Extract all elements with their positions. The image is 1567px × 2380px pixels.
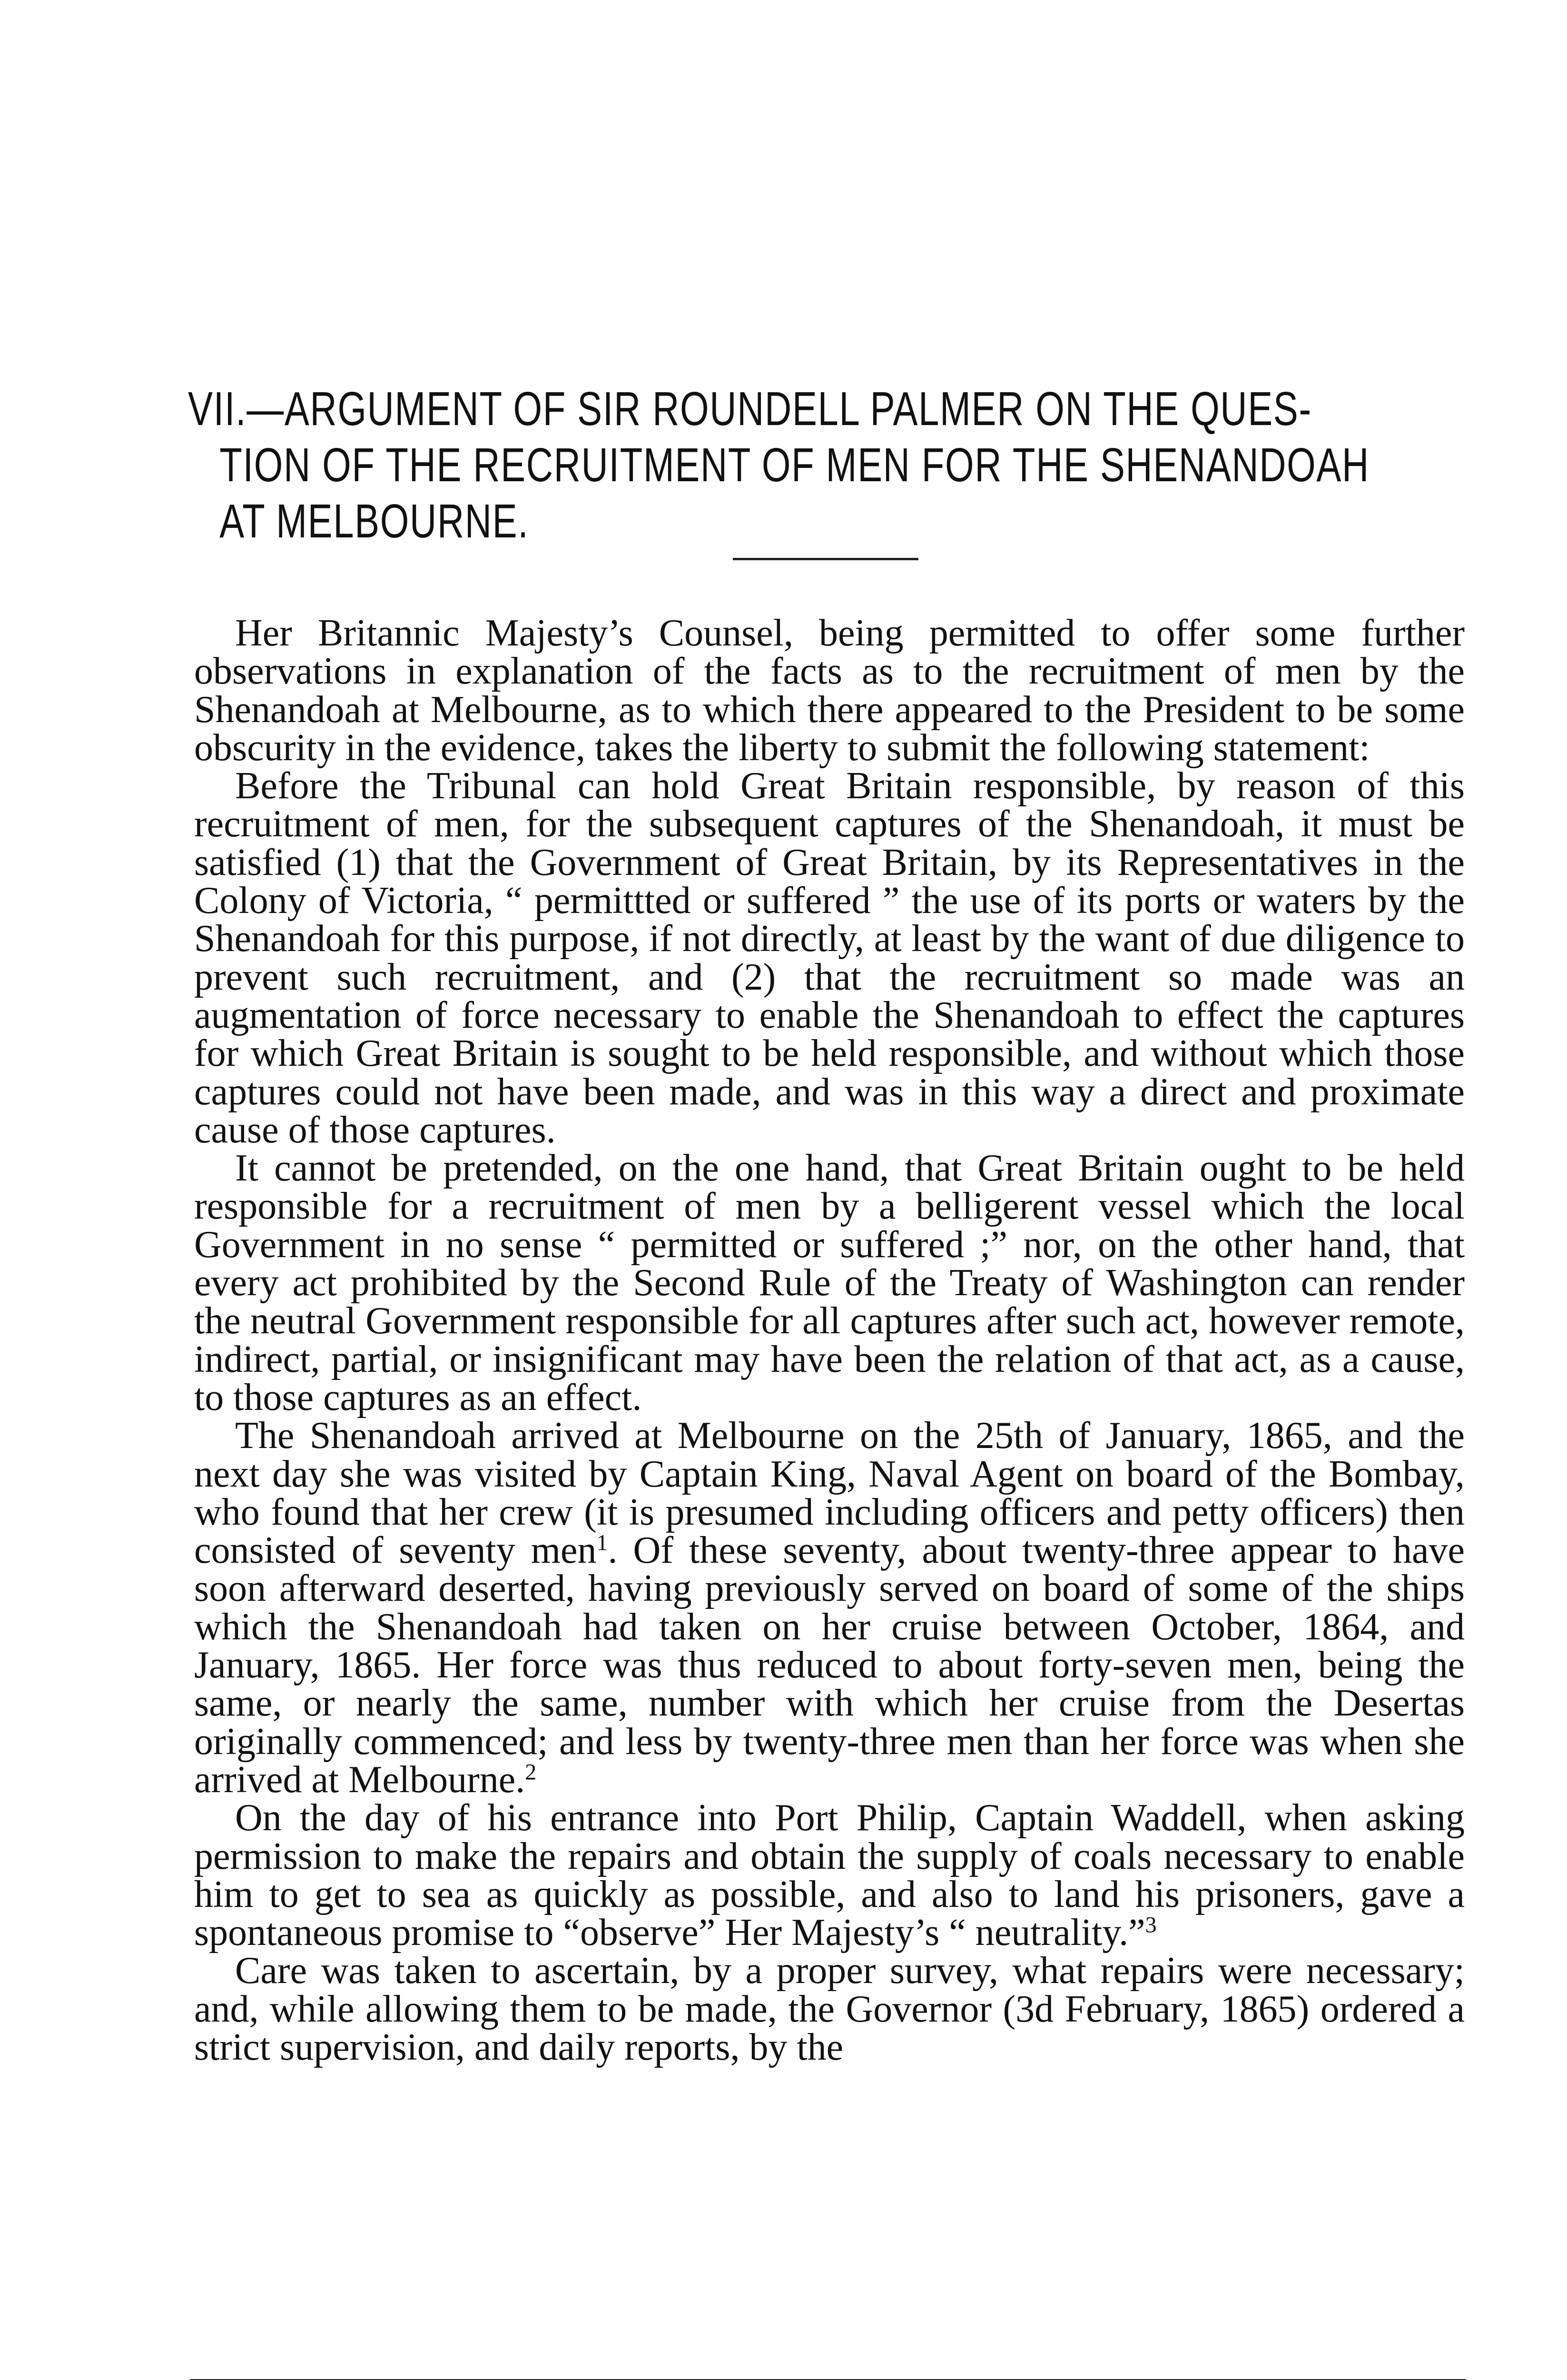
chapter-title-line-3: AT MELBOURNE. <box>219 495 529 548</box>
paragraph-4 <box>194 1417 1465 1799</box>
footnote-ref-3: 3 <box>1145 1912 1157 1938</box>
paragraph-4-text-b: . Of these seventy, about twenty-three appear to have soon afterward deserted, having previously served on board of some of the ships which the Shenandoah had taken on her cruise between October, 1864, and January, 1865. Her force was thus reduced to about forty-seven men, being the same, or nearly the same, number with which her cruise from the Desertas originally commenced; and less by twenty-three men than her force was when she arrived at Melbourne. <box>194 1529 1465 1801</box>
paragraph-4-text-a: The Shenandoah arrived at Melbourne on the 25th of January, 1865, and the next day she was visited by Captain King, Naval Agent on board of the Bombay, who found that her crew (it is presumed including officers and petty officers) then consisted of seventy men <box>194 1415 1465 1572</box>
footnote-ref-2: 2 <box>525 1759 537 1785</box>
paragraph-5-text: On the day of his entrance into Port Philip, Captain Waddell, when asking permission to make the repairs and obtain the supply of coals necessary to enable him to get to sea as quickly as possible, and also to land his prisoners, gave a spontaneous promise to “observe” Her Majesty’s “ neutrality.” <box>194 1797 1465 1954</box>
title-divider <box>733 558 918 560</box>
paragraph-1: Her Britannic Majesty’s Counsel, being permitted to offer some further observations in explanation of the facts as to the recruitment of men by the Shenandoah at Melbourne, as to which there appeared to the President to be some obscurity in the evidence, takes the liberty to submit the following statement: <box>194 612 1465 769</box>
paragraph-6: Care was taken to ascertain, by a proper survey, what repairs were necessary; and, while allowing them to be made, the Governor (3d February, 1865) ordered a strict supervision, and daily reports, by the <box>194 1950 1465 2068</box>
chapter-title <box>188 381 1468 549</box>
body-text <box>194 614 1465 2066</box>
paragraph-5 <box>194 1799 1465 1952</box>
chapter-title-line-1: VII.—ARGUMENT OF SIR ROUNDELL PALMER ON THE QUES- <box>188 382 1312 436</box>
paragraph-3: It cannot be pretended, on the one hand, that Great Britain ought to be held responsible for a recruitment of men by a belligerent vessel which the local Government in no sense “ permitted or suffered ;” nor, on the other hand, that every act prohibited by the Second Rule of the Treaty of Washington can render the neutral Government responsible for all captures after such act, however remote, indirect, partial, or insignificant may have been the relation of that act, as a cause, to those captures as an effect. <box>194 1147 1465 1418</box>
chapter-title-line-2: TION OF THE RECRUITMENT OF MEN FOR THE SHENANDOAH <box>219 438 1370 492</box>
footnote-ref-1: 1 <box>596 1530 608 1556</box>
paragraph-2: Before the Tribunal can hold Great Britain responsible, by reason of this recruitment of men, for the subsequent captures of the Shenandoah, it must be satisfied (1) that the Government of Great Britain, by its Representatives in the Colony of Victoria, “ permittted or suffered ” the use of its ports or waters by the Shenandoah for this purpose, if not directly, at least by the want of due diligence to prevent such recruitment, and (2) that the recruitment so made was an augmentation of force necessary to enable the Shenandoah to effect the captures for which Great Britain is sought to be held responsible, and without which those captures could not have been made, and was in this way a direct and proximate cause of those captures. <box>194 765 1465 1151</box>
